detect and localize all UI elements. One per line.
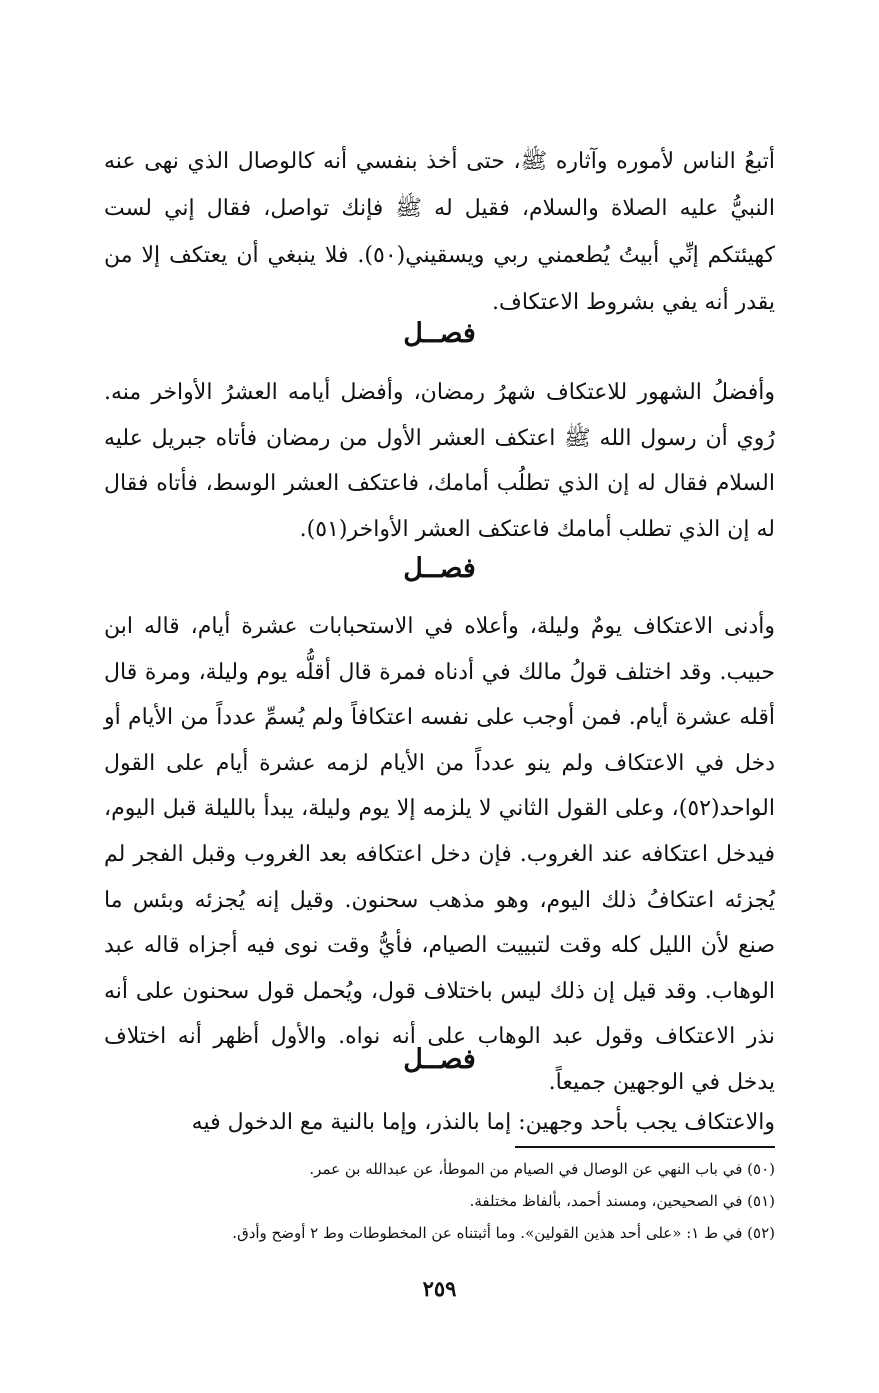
footnote-52: (٥٢) في ط ١: «على أحد هذين القولين». وما أثبتناه عن المخطوطات وط ٢ أوضح وأدق. bbox=[232, 1224, 775, 1242]
page-number: ٢٥٩ bbox=[422, 1276, 457, 1301]
paragraph-best-months: وأفضلُ الشهور للاعتكاف شهرُ رمضان، وأفضل أيامه العشرُ الأواخر منه. رُوي أن رسول الله ﷺ اعتكف العشر الأول من رمضان فأتاه جبريل عليه السلام فقال له إن الذي تطلُب أمامك، فاعتكف العشر الوسط، فأتاه فقال له إن الذي تطلب أمامك فاعتكف العشر الأواخر(٥١). bbox=[104, 380, 775, 542]
footnote-separator bbox=[515, 1146, 775, 1148]
section-heading: فصــل bbox=[403, 318, 476, 349]
section-heading: فصــل bbox=[403, 1044, 476, 1075]
footnote-51: (٥١) في الصحيحين، ومسند أحمد، بألفاظ مختلفة. bbox=[469, 1192, 775, 1210]
section-heading: فصــل bbox=[403, 553, 476, 584]
paragraph-obligation: والاعتكاف يجب بأحد وجهين: إما بالنذر، وإما بالنية مع الدخول فيه bbox=[191, 1110, 775, 1135]
paragraph-continuation: أتبعُ الناس لأموره وآثاره ﷺ، حتى أخذ بنفسي أنه كالوصال الذي نهى عنه النبيُّ عليه الصلاة والسلام، فقيل له ﷺ فإنك تواصل، فقال إني لست كهيئتكم إنِّي أبيتُ يُطعمني ربي ويسقيني(٥٠). فلا ينبغي أن يعتكف إلا من يقدر أنه يفي بشروط الاعتكاف. bbox=[104, 149, 775, 315]
paragraph-minimum-duration: وأدنى الاعتكاف يومٌ وليلة، وأعلاه في الاستحبابات عشرة أيام، قاله ابن حبيب. وقد اختلف قولُ مالك في أدناه فمرة قال أقلُّه يوم وليلة، ومرة قال أقله عشرة أيام. فمن أوجب على نفسه اعتكافاً ولم يُسمِّ عدداً من الأيام أو دخل في الاعتكاف ولم ينو عدداً من الأيام لزمه عشرة أيام على القول الواحد(٥٢)، وعلى القول الثاني لا يلزمه إلا يوم وليلة، يبدأ بالليلة قبل اليوم، فيدخل اعتكافه عند الغروب. فإن دخل اعتكافه بعد الغروب وقبل الفجر لم يُجزئه اعتكافُ ذلك اليوم، وهو مذهب سحنون. وقيل إنه يُجزئه وبئس ما صنع لأن الليل كله وقت لتبييت الصيام، فأيُّ وقت نوى فيه أجزاه قاله عبد الوهاب. وقد قيل إن ذلك ليس باختلاف قول، ويُحمل قول سحنون على أنه نذر الاعتكاف وقول عبد الوهاب على أنه نواه. والأول أظهر أنه اختلاف يدخل في الوجهين جميعاً. bbox=[104, 614, 775, 1095]
footnote-50: (٥٠) في باب النهي عن الوصال في الصيام من الموطأ، عن عبدالله بن عمر. bbox=[309, 1160, 775, 1178]
